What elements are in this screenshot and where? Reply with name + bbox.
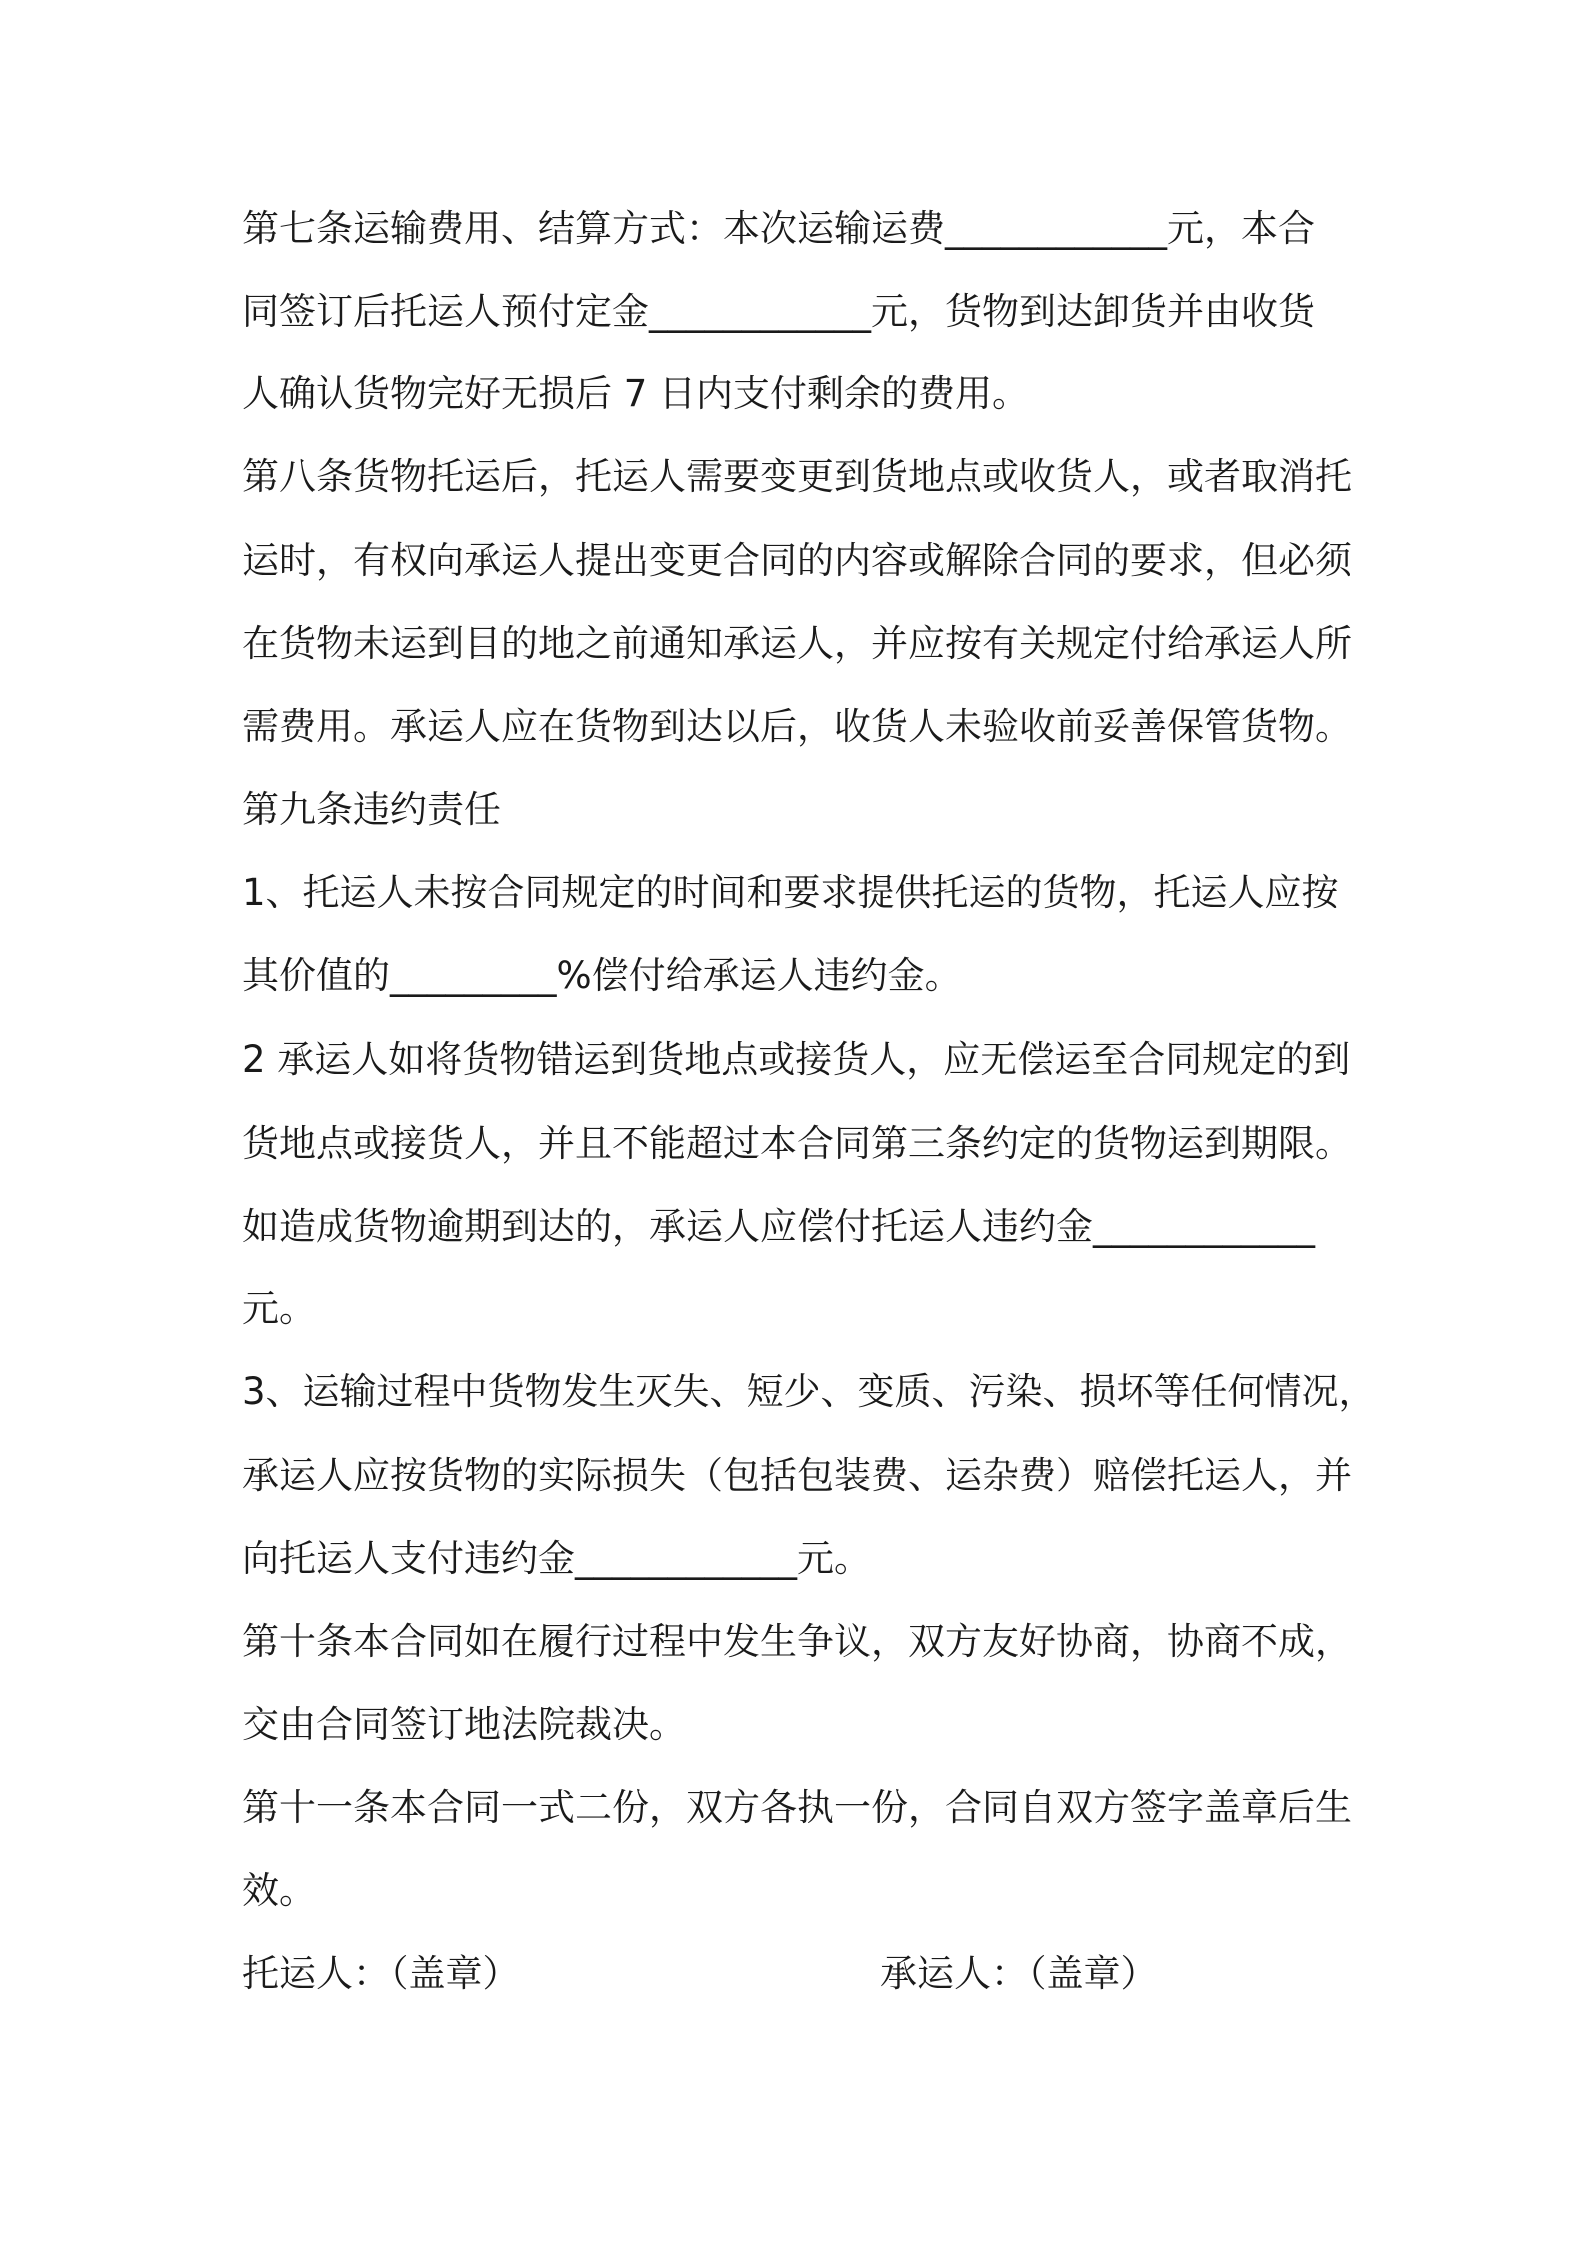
clause-8-line-2: 运时，有权向承运人提出变更合同的内容或解除合同的要求，但必须 [242, 539, 1352, 582]
carrier-signature: 承运人：（盖章） [880, 1952, 1158, 1995]
clause-8-line-1: 第八条货物托运后，托运人需要变更到货地点或收货人，或者取消托 [242, 455, 1352, 498]
clause-8-line-3: 在货物未运到目的地之前通知承运人，并应按有关规定付给承运人所 [242, 622, 1352, 665]
clause-9-item-2-line-3: 如造成货物逾期到达的，承运人应偿付托运人违约金____________ [242, 1205, 1315, 1248]
clause-10-line-1: 第十条本合同如在履行过程中发生争议，双方友好协商，协商不成， [242, 1620, 1352, 1663]
clause-11-line-1: 第十一条本合同一式二份，双方各执一份，合同自双方签字盖章后生 [242, 1786, 1352, 1829]
clause-9-item-1-line-1: 1、托运人未按合同规定的时间和要求提供托运的货物，托运人应按 [242, 871, 1339, 914]
clause-9-item-2-line-4: 元。 [242, 1287, 316, 1330]
clause-9-heading: 第九条违约责任 [242, 788, 501, 831]
clause-7-line-3: 人确认货物完好无损后 7 日内支付剩余的费用。 [242, 372, 1030, 415]
clause-10-line-2: 交由合同签订地法院裁决。 [242, 1703, 686, 1746]
clause-9-item-3-line-2: 承运人应按货物的实际损失（包括包装费、运杂费）赔偿托运人，并 [242, 1454, 1352, 1497]
clause-8-line-4: 需费用。承运人应在货物到达以后，收货人未验收前妥善保管货物。 [242, 705, 1352, 748]
clause-9-item-3-line-3: 向托运人支付违约金____________元。 [242, 1537, 871, 1580]
clause-9-item-2-line-2: 货地点或接货人，并且不能超过本合同第三条约定的货物运到期限。 [242, 1122, 1352, 1165]
clause-9-item-3-line-1: 3、运输过程中货物发生灭失、短少、变质、污染、损坏等任何情况， [242, 1370, 1376, 1413]
clause-11-line-2: 效。 [242, 1869, 316, 1912]
shipper-signature: 托运人：（盖章） [242, 1952, 520, 1995]
clause-9-item-1-line-2: 其价值的_________%偿付给承运人违约金。 [242, 954, 962, 997]
clause-9-item-2-line-1: 2 承运人如将货物错运到货地点或接货人，应无偿运至合同规定的到 [242, 1038, 1351, 1081]
clause-7-line-1: 第七条运输费用、结算方式：本次运输运费____________元，本合 [242, 207, 1315, 250]
clause-7-line-2: 同签订后托运人预付定金____________元，货物到达卸货并由收货 [242, 290, 1315, 333]
